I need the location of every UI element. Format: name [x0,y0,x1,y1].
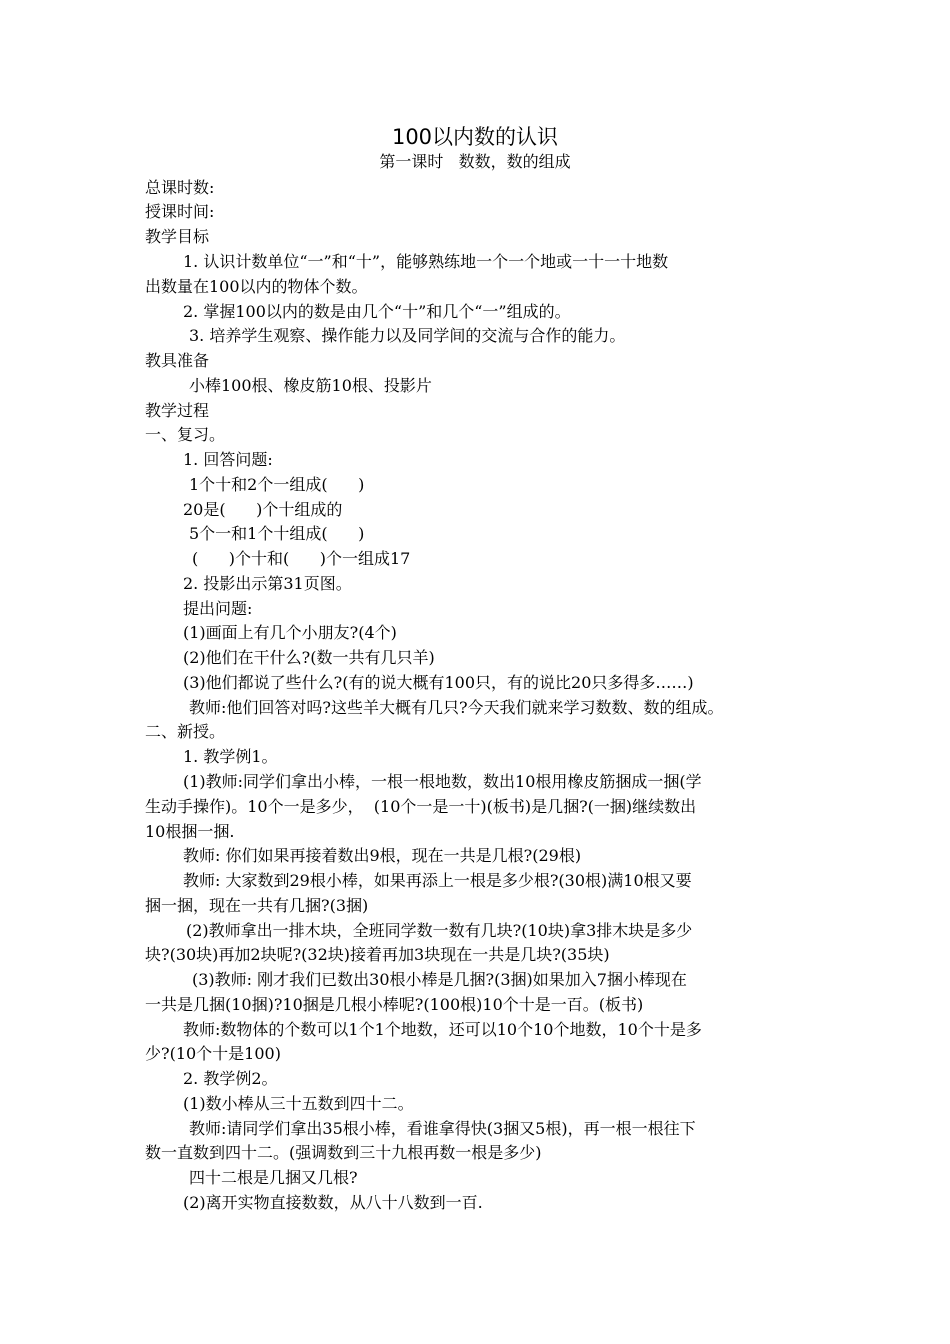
question-line: 20是( )个十组成的 [183,500,343,519]
paragraph-line: (3)教师: 刚才我们已数出30根小棒是几捆?(3捆)如果加入7捆小棒现在 [192,970,687,989]
document-title: 100以内数的认识 [391,125,559,149]
objective-item: 3. 培养学生观察、操作能力以及同学间的交流与合作的能力。 [189,326,626,345]
part-heading-review: 一、复习。 [145,425,226,444]
objective-item-continued: 出数量在100以内的物体个数。 [145,277,368,296]
paragraph-line: (2)教师拿出一排木块，全班同学数一数有几块?(10块)拿3排木块是多少 [186,921,693,940]
paragraph-line: 捆一捆，现在一共有几捆?(3捆) [145,896,369,915]
paragraph-line: 1. 回答问题: [183,450,273,469]
paragraph-line: 教师: 大家数到29根小棒，如果再添上一根是多少根?(30根)满10根又要 [183,871,692,890]
question-line: 5个一和1个十组成( ) [189,524,365,543]
document-subtitle: 第一课时 数数，数的组成 [379,152,571,171]
question-line: 1个十和2个一组成( ) [189,475,365,494]
paragraph-line: 四十二根是几捆又几根? [189,1168,358,1187]
section-heading-process: 教学过程 [145,401,210,420]
paragraph-line: 10根捆一捆. [145,822,235,841]
paragraph-line: 提出问题: [183,599,253,618]
section-heading-materials: 教具准备 [145,351,210,370]
paragraph-line: 教师:请同学们拿出35根小棒，看谁拿得快(3捆又5根)，再一根一根往下 [189,1119,696,1138]
paragraph-line: 1. 教学例1。 [183,747,278,766]
paragraph-line: 生动手操作)。10个一是多少， (10个一是一十)(板书)是几捆?(一捆)继续数出 [145,797,697,816]
question-line: (3)他们都说了些什么?(有的说大概有100只，有的说比20只多得多……) [183,673,694,692]
paragraph-line: 教师: 你们如果再接着数出9根，现在一共是几根?(29根) [183,846,582,865]
paragraph-line: 教师:他们回答对吗?这些羊大概有几只?今天我们就来学习数数、数的组成。 [189,698,724,717]
paragraph-line: (1)教师:同学们拿出小棒，一根一根地数，数出10根用橡皮筋捆成一捆(学 [183,772,702,791]
paragraph-line: (1)数小棒从三十五数到四十二。 [183,1094,414,1113]
section-heading-objectives: 教学目标 [145,227,210,246]
paragraph-line: (2)离开实物直接数数，从八十八数到一百. [183,1193,483,1212]
paragraph-line: 一共是几捆(10捆)?10捆是几根小棒呢?(100根)10个十是一百。(板书) [145,995,644,1014]
paragraph-line: 少?(10个十是100) [145,1044,281,1063]
paragraph-line: 2. 教学例2。 [183,1069,278,1088]
paragraph-line: 2. 投影出示第31页图。 [183,574,352,593]
question-line: ( )个十和( )个一组成17 [192,549,411,568]
paragraph-line: 块?(30块)再加2块呢?(32块)接着再加3块现在一共是几块?(35块) [145,945,610,964]
total-periods-label: 总课时数: [145,178,215,197]
question-line: (2)他们在干什么?(数一共有几只羊) [183,648,435,667]
paragraph-line: 教师:数物体的个数可以1个1个地数，还可以10个10个地数，10个十是多 [183,1020,702,1039]
paragraph-line: 数一直数到四十二。(强调数到三十九根再数一根是多少) [145,1143,542,1162]
teaching-time-label: 授课时间: [145,202,215,221]
objective-item: 2. 掌握100以内的数是由几个“十”和几个“一”组成的。 [183,302,571,321]
objective-item: 1. 认识计数单位“一”和“十”，能够熟练地一个一个地或一十一十地数 [183,252,669,271]
part-heading-new-lesson: 二、新授。 [145,722,226,741]
question-line: (1)画面上有几个小朋友?(4个) [183,623,397,642]
materials-text: 小棒100根、橡皮筋10根、投影片 [189,376,432,395]
